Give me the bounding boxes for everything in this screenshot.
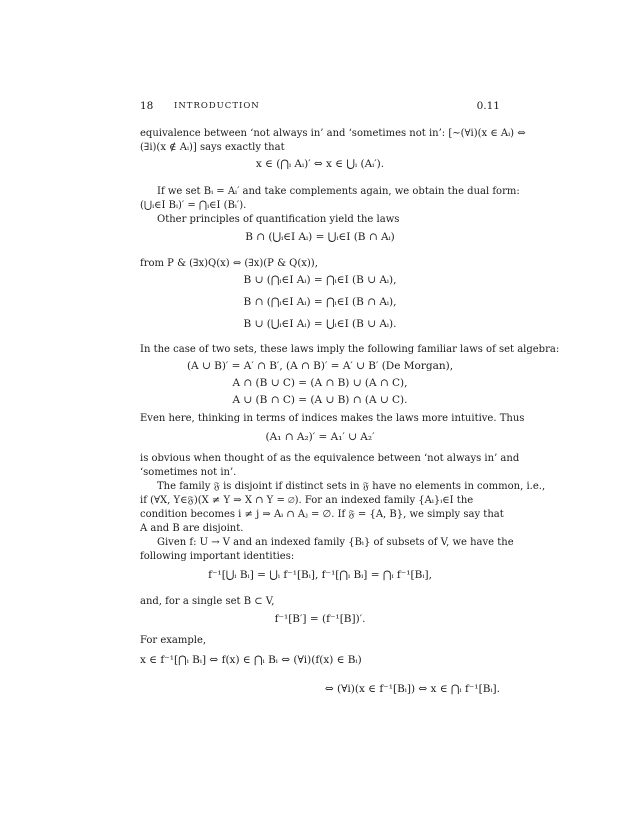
running-header xyxy=(140,100,500,114)
page-number: 18 xyxy=(140,100,154,112)
display-equation: x ∈ f⁻¹[⋂ᵢ Bᵢ] ⇔ f(x) ∈ ⋂ᵢ Bᵢ ⇔ (∀i)(f(x) ∈ Bᵢ) xyxy=(140,654,362,666)
text-line: and, for a single set B ⊂ V, xyxy=(140,596,275,607)
text-line: if (∀X, Y∈𝔉)(X ≠ Y ⇒ X ∩ Y = ∅). For an indexed family {Aᵢ}ᵢ∈I the xyxy=(140,495,474,506)
display-equation: ⇔ (∀i)(x ∈ f⁻¹[Bᵢ]) ⇔ x ∈ ⋂ᵢ f⁻¹[Bᵢ]. xyxy=(324,683,500,695)
display-equation: f⁻¹[⋃ᵢ Bᵢ] = ⋃ᵢ f⁻¹[Bᵢ], f⁻¹[⋂ᵢ Bᵢ] = ⋂ᵢ f⁻¹[Bᵢ], xyxy=(208,569,432,581)
display-equation: B ∪ (⋂ᵢ∈I Aᵢ) = ⋂ᵢ∈I (B ∪ Aᵢ), xyxy=(243,274,397,286)
display-equation: (A₁ ∩ A₂)′ = A₁′ ∪ A₂′ xyxy=(265,431,375,443)
text-line: (⋃ᵢ∈I Bᵢ)′ = ⋂ᵢ∈I (Bᵢ′). xyxy=(140,200,247,211)
text-line: (∃i)(x ∉ Aᵢ)] says exactly that xyxy=(140,142,285,153)
display-equation: (A ∪ B)′ = A′ ∩ B′, (A ∩ B)′ = A′ ∪ B′ (De Morgan), xyxy=(186,360,454,372)
display-equation: B ∩ (⋂ᵢ∈I Aᵢ) = ⋂ᵢ∈I (B ∩ Aᵢ), xyxy=(243,296,397,308)
text-line: A and B are disjoint. xyxy=(140,523,244,534)
text-line: If we set Bᵢ = Aᵢ′ and take complements again, we obtain the dual form: xyxy=(157,186,520,197)
text-line: In the case of two sets, these laws imply the following familiar laws of set algebra: xyxy=(140,344,560,355)
text-line: For example, xyxy=(140,635,207,646)
display-equation: B ∪ (⋃ᵢ∈I Aᵢ) = ⋃ᵢ∈I (B ∪ Aᵢ). xyxy=(243,318,397,330)
text-line: following important identities: xyxy=(140,551,295,562)
display-equation: B ∩ (⋃ᵢ∈I Aᵢ) = ⋃ᵢ∈I (B ∩ Aᵢ) xyxy=(245,231,395,243)
text-line: from P & (∃x)Q(x) ⇔ (∃x)(P & Q(x)), xyxy=(140,258,318,269)
text-line: condition becomes i ≠ j ⇒ Aᵢ ∩ Aⱼ = ∅. If 𝔉 = {A, B}, we simply say that xyxy=(140,509,504,520)
section-ref: 0.11 xyxy=(476,100,500,112)
text-line: is obvious when thought of as the equivalence between ‘not always in’ and xyxy=(140,453,520,464)
display-equation: A ∩ (B ∪ C) = (A ∩ B) ∪ (A ∩ C), xyxy=(232,377,408,389)
display-equation: A ∪ (B ∩ C) = (A ∪ B) ∩ (A ∪ C). xyxy=(232,394,408,406)
text-line: equivalence between ‘not always in’ and ‘sometimes not in’: [∼(∀i)(x ∈ Aᵢ) ⇔ xyxy=(140,128,526,139)
display-equation: x ∈ (⋂ᵢ Aᵢ)′ ⇔ x ∈ ⋃ᵢ (Aᵢ′). xyxy=(255,158,385,170)
text-line: Other principles of quantification yield the laws xyxy=(157,214,400,225)
display-equation: f⁻¹[B′] = (f⁻¹[B])′. xyxy=(274,613,366,625)
section-title: INTRODUCTION xyxy=(174,101,260,111)
text-line: ‘sometimes not in’. xyxy=(140,467,237,478)
text-line: Even here, thinking in terms of indices makes the laws more intuitive. Thus xyxy=(140,413,525,424)
text-line: Given f: U → V and an indexed family {Bᵢ} of subsets of V, we have the xyxy=(157,537,514,548)
text-line: The family 𝔉 is disjoint if distinct sets in 𝔉 have no elements in common, i.e., xyxy=(157,481,546,492)
